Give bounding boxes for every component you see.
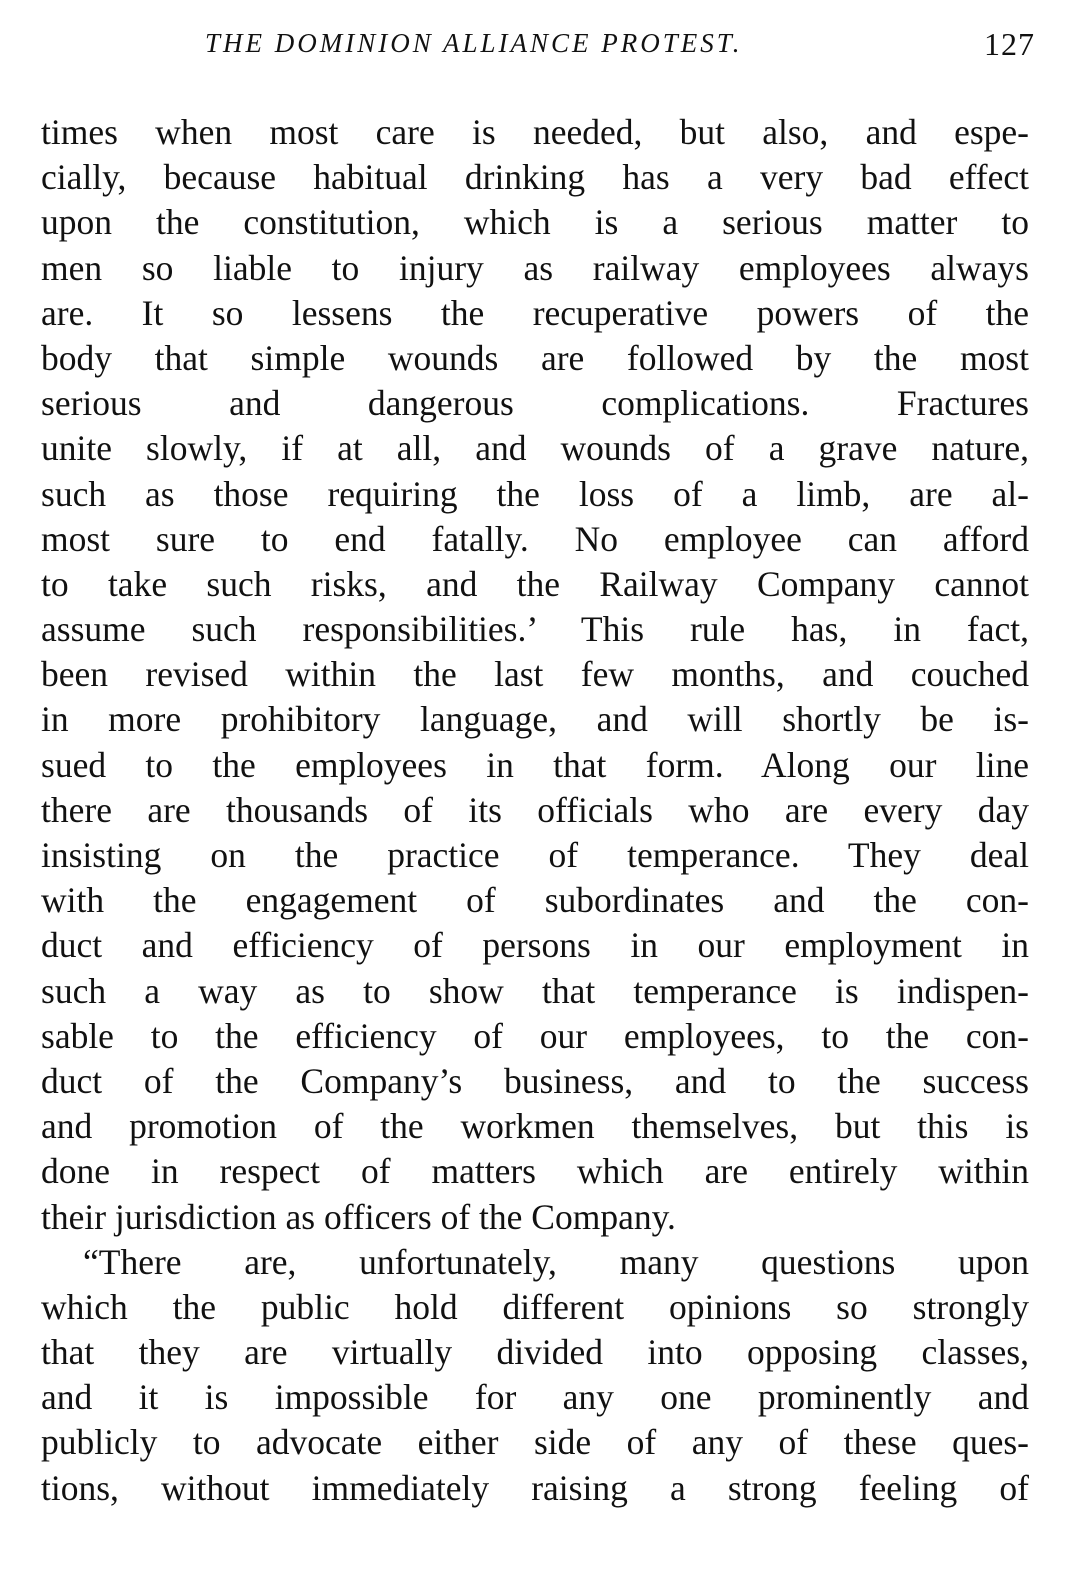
text-line: sued to the employees in that form. Along our line (41, 744, 1029, 785)
text-line: in more prohibitory language, and will shortly be is- (41, 699, 1029, 740)
paragraph-last-line: their jurisdiction as officers of the Company. (41, 1196, 676, 1237)
text-line: upon the constitution, which is a serious matter to (41, 202, 1029, 243)
text-line: men so liable to injury as railway employees always (41, 247, 1029, 288)
text-line: such a way as to show that temperance is indispen- (41, 970, 1029, 1011)
text-line: unite slowly, if at all, and wounds of a grave nature, (41, 428, 1029, 469)
text-line: duct and efficiency of persons in our employment in (41, 925, 1029, 966)
text-line: that they are virtually divided into opposing classes, (41, 1332, 1029, 1373)
text-line: which the public hold different opinions so strongly (41, 1286, 1029, 1327)
text-line: cially, because habitual drinking has a very bad effect (41, 157, 1029, 198)
text-line: done in respect of matters which are entirely within (41, 1151, 1029, 1192)
text-line: publicly to advocate either side of any of these ques- (41, 1422, 1029, 1463)
text-line: serious and dangerous complications. Fractures (41, 383, 1029, 424)
text-line: sable to the efficiency of our employees, to the con- (41, 1015, 1029, 1056)
text-line: most sure to end fatally. No employee can afford (41, 518, 1029, 559)
text-line: and it is impossible for any one prominently and (41, 1377, 1029, 1418)
text-line: duct of the Company’s business, and to the success (41, 1060, 1029, 1101)
text-line: body that simple wounds are followed by the most (41, 337, 1029, 378)
paragraph-first-line: “There are, unfortunately, many questions upon (83, 1241, 1029, 1282)
body-text (41, 110, 1029, 1511)
text-line: are. It so lessens the recuperative powers of the (41, 292, 1029, 333)
text-line: assume such responsibilities.’ This rule has, in fact, (41, 609, 1029, 650)
text-line: with the engagement of subordinates and the con- (41, 880, 1029, 921)
page-number: 127 (984, 26, 1035, 62)
text-line: such as those requiring the loss of a limb, are al- (41, 473, 1029, 514)
text-line: times when most care is needed, but also, and espe- (41, 112, 1029, 152)
text-line: there are thousands of its officials who are every day (41, 789, 1029, 830)
text-line: tions, without immediately raising a strong feeling of (41, 1467, 1029, 1508)
text-line: been revised within the last few months, and couched (41, 654, 1029, 695)
running-head-title: THE DOMINION ALLIANCE PROTEST. (205, 28, 743, 58)
text-line: and promotion of the workmen themselves, but this is (41, 1106, 1029, 1147)
text-line: to take such risks, and the Railway Company cannot (41, 563, 1029, 604)
text-line: insisting on the practice of temperance. They deal (41, 835, 1029, 875)
